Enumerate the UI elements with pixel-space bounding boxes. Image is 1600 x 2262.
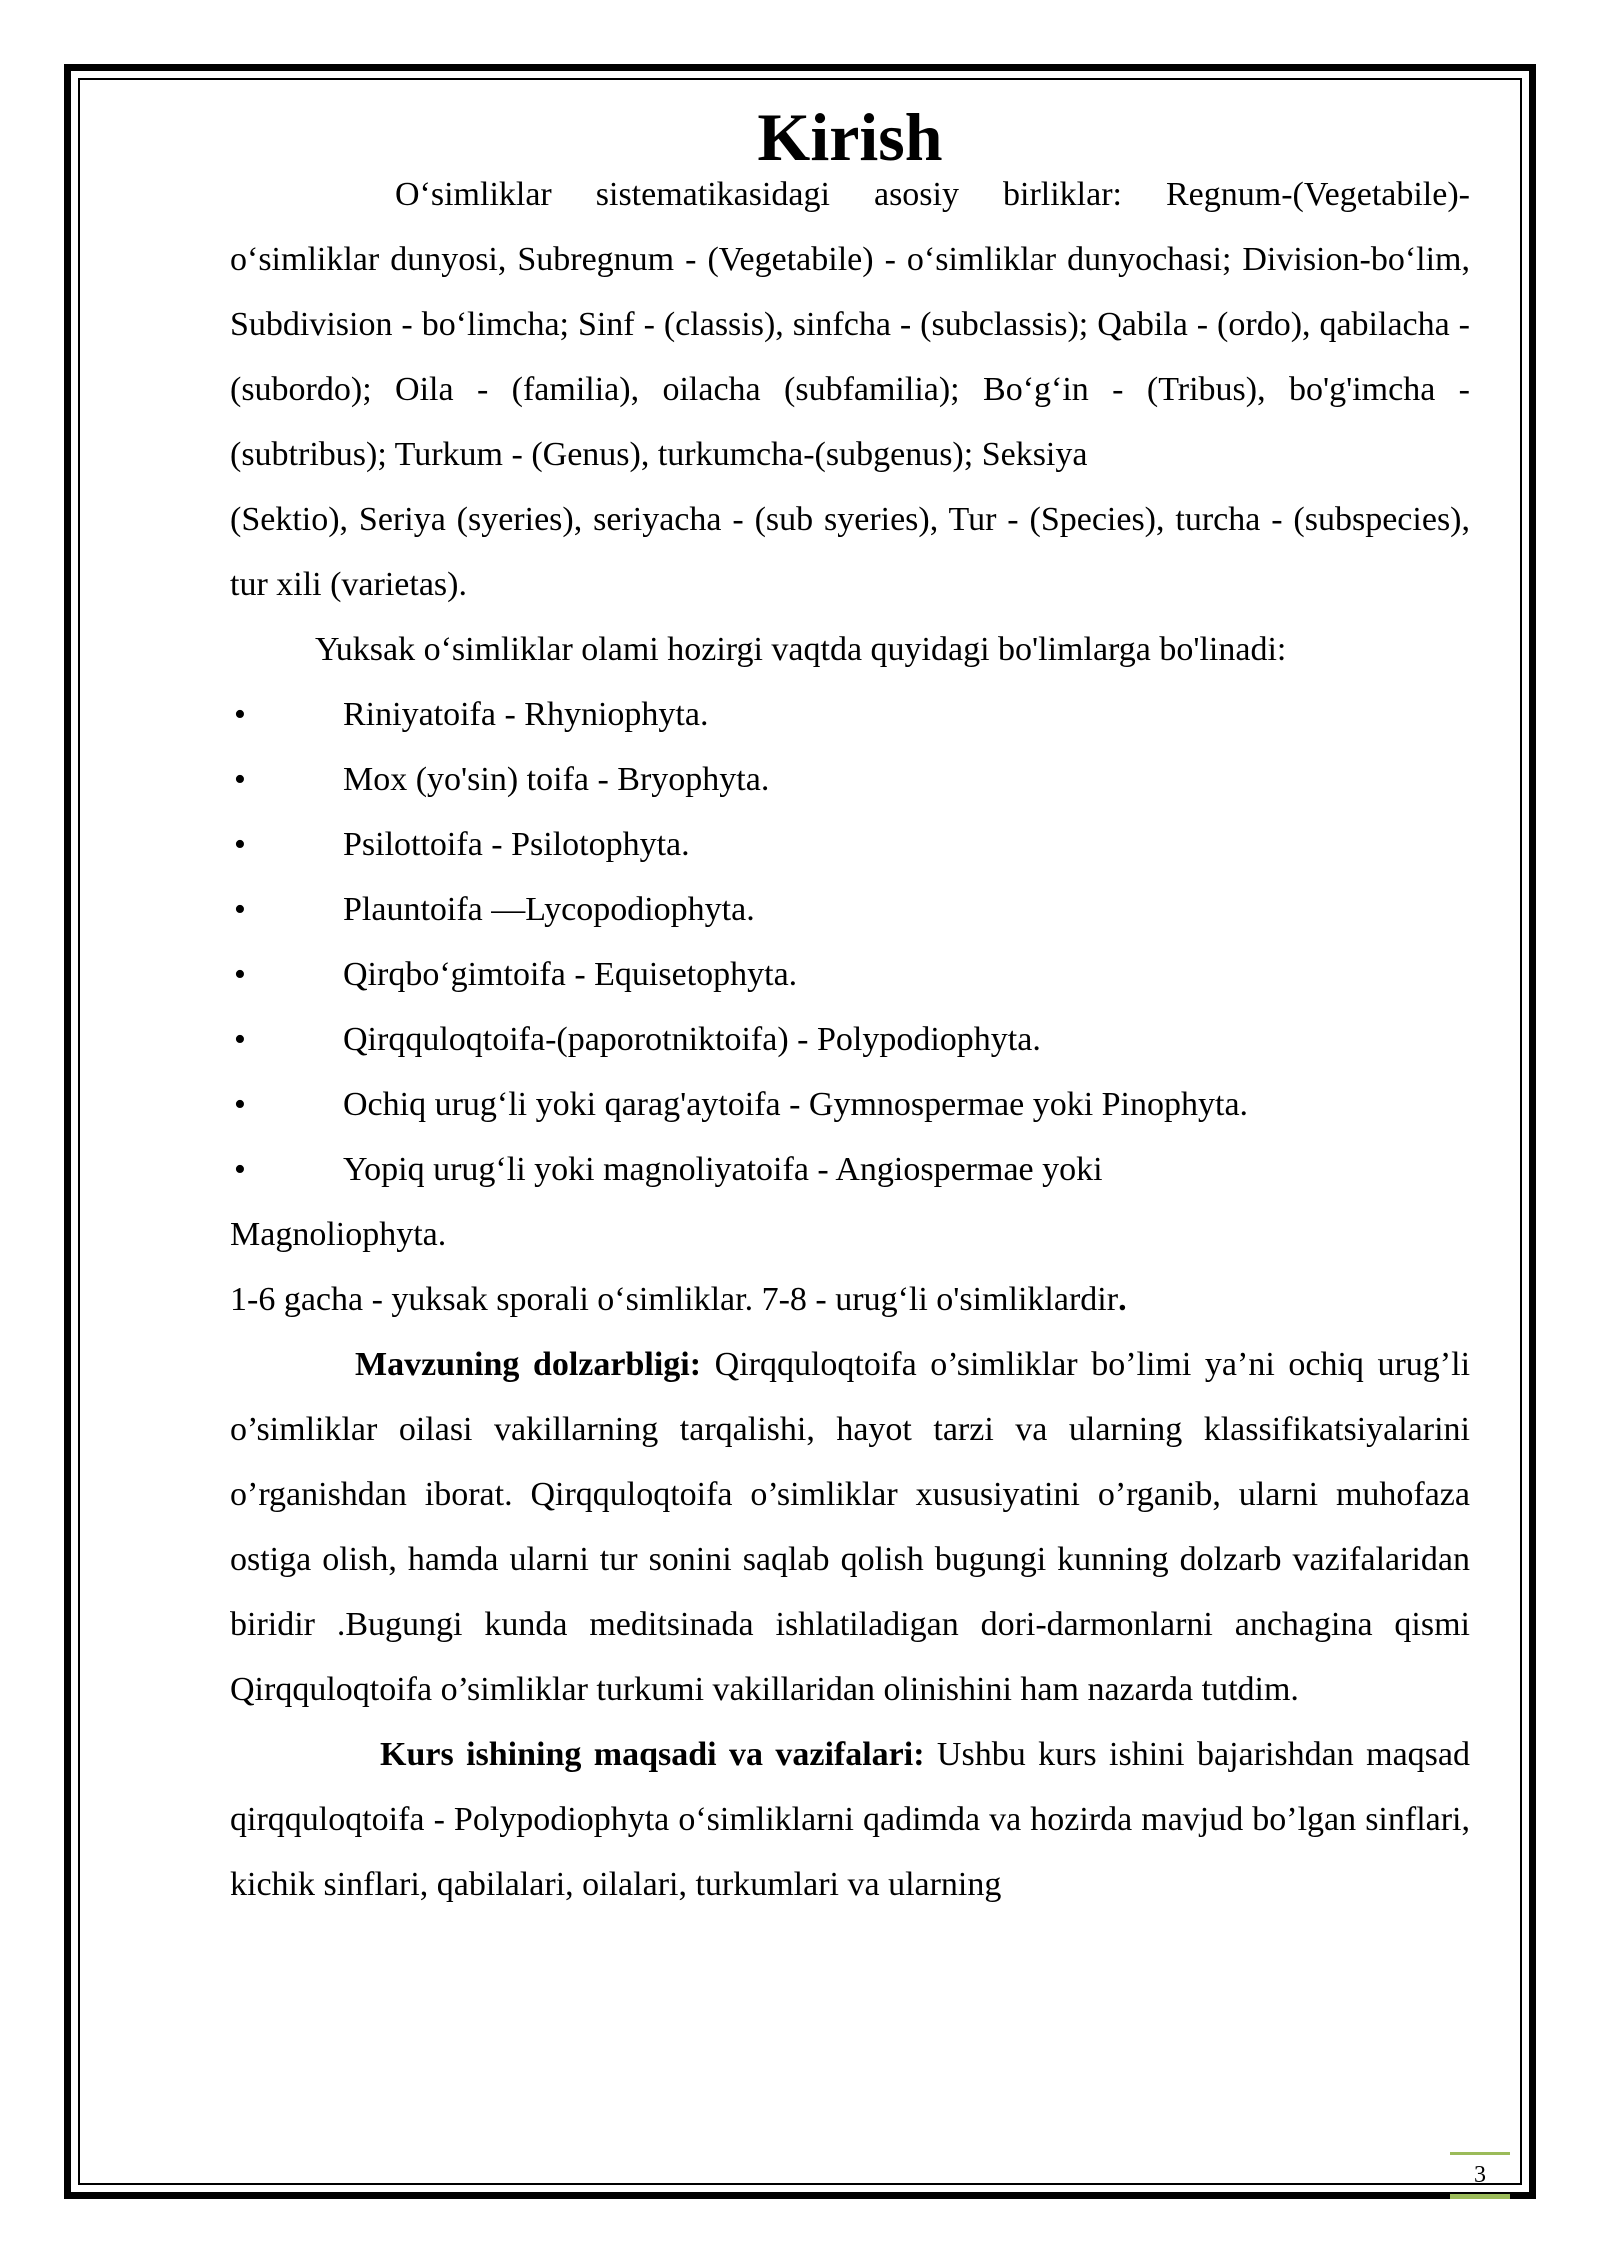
list-item-text: Qirqquloqtoifa-(paporotniktoifa) - Polypodiophyta.	[343, 1021, 1041, 1058]
relevance-heading: Mavzuning dolzarbligi:	[355, 1346, 702, 1383]
page-number-accent	[1450, 2194, 1510, 2199]
page-number: 3	[1450, 2152, 1510, 2195]
bullet-icon: •	[234, 696, 246, 733]
list-item-text: Qirqbo‘gimtoifa - Equisetophyta.	[343, 956, 798, 993]
bullet-icon: •	[234, 956, 246, 993]
bullet-icon: •	[234, 826, 246, 863]
bullet-icon: •	[234, 1151, 246, 1188]
list-item	[230, 1072, 1470, 1137]
divisions-list	[230, 682, 1470, 1202]
list-item	[230, 877, 1470, 942]
paragraph-goals	[230, 1722, 1470, 1917]
list-item-text: Psilottoifa - Psilotophyta.	[343, 826, 690, 863]
list-item	[230, 812, 1470, 877]
list-item	[230, 747, 1470, 812]
list-item	[230, 942, 1470, 1007]
section-title: Kirish	[757, 99, 943, 175]
list-item	[230, 1137, 1470, 1202]
bullet-icon: •	[234, 761, 246, 798]
list-continuation: Magnoliophyta.	[230, 1216, 447, 1253]
list-item-text: Ochiq urug‘li yoki qarag'aytoifa - Gymnospermae yoki Pinophyta.	[343, 1086, 1249, 1123]
list-item	[230, 682, 1470, 747]
bullet-icon: •	[234, 1021, 246, 1058]
list-item-text: Riniyatoifa - Rhyniophyta.	[343, 696, 709, 733]
list-item-text: Plauntoifa —Lycopodiophyta.	[343, 891, 755, 928]
list-item	[230, 1007, 1470, 1072]
paragraph-relevance	[230, 1332, 1470, 1722]
bullet-icon: •	[234, 891, 246, 928]
bullet-icon: •	[234, 1086, 246, 1123]
goals-text: Ushbu kurs ishini bajarishdan maqsad qirqquloqtoifa - Polypodiophyta o‘simliklarni qadimda va hozirda mavjud bo’lgan sinflari, kichik sinflari, qabilalari, oilalari, turkumlari va ularning	[230, 1736, 1470, 1903]
summary-period: .	[1118, 1281, 1127, 1318]
list-item-text: Yopiq urug‘li yoki magnoliyatoifa - Angiospermae yoki	[343, 1151, 1103, 1188]
relevance-text: Qirqquloqtoifa o’simliklar bo’limi ya’ni ochiq urug’li o’simliklar oilasi vakillarning tarqalishi, hayot tarzi va ularning klassifikatsiyalarini o’rganishdan iborat. Qirqquloqtoifa o’simliklar xususiyatini o’rganib, ularni muhofaza ostiga olish, hamda ularni tur sonini saqlab qolish bugungi kunning dolzarb vazifalaridan biridir .Bugungi kunda meditsinada ishlatiladigan dori-darmonlarni anchagina qismi Qirqquloqtoifa o’simliklar turkumi vakillaridan olinishini ham nazarda tutdim.	[230, 1346, 1471, 1708]
summary-line	[230, 1267, 1470, 1332]
paragraph-taxonomy: O‘simliklar sistematikasidagi asosiy birliklar: Regnum-(Vegetabile)-o‘simliklar dunyosi, Subregnum - (Vegetabile) - o‘simliklar dunyochasi; Division-bo‘lim, Subdivision - bo‘limcha; Sinf - (classis), sinfcha - (subclassis); Qabila - (ordo), qabilacha - (subordo); Oila - (familia), oilacha (subfamilia); Bo‘g‘in - (Tribus), bo'g'imcha - (subtribus); Turkum - (Genus), turkumcha-(subgenus); Seksiya	[230, 176, 1470, 473]
goals-heading: Kurs ishining maqsadi va vazifalari:	[380, 1736, 925, 1773]
paragraph-divisions-intro: Yuksak o‘simliklar olami hozirgi vaqtda quyidagi bo'limlarga bo'linadi:	[315, 631, 1287, 668]
paragraph-taxonomy-cont: (Sektio), Seriya (syeries), seriyacha - (sub syeries), Tur - (Species), turcha - (subspecies), tur xili (varietas).	[230, 501, 1470, 603]
summary-text: 1-6 gacha - yuksak sporali o‘simliklar. 7-8 - urug‘li o'simliklardir	[230, 1281, 1119, 1318]
document-body	[230, 99, 1471, 1917]
list-item-text: Mox (yo'sin) toifa - Bryophyta.	[343, 761, 770, 798]
